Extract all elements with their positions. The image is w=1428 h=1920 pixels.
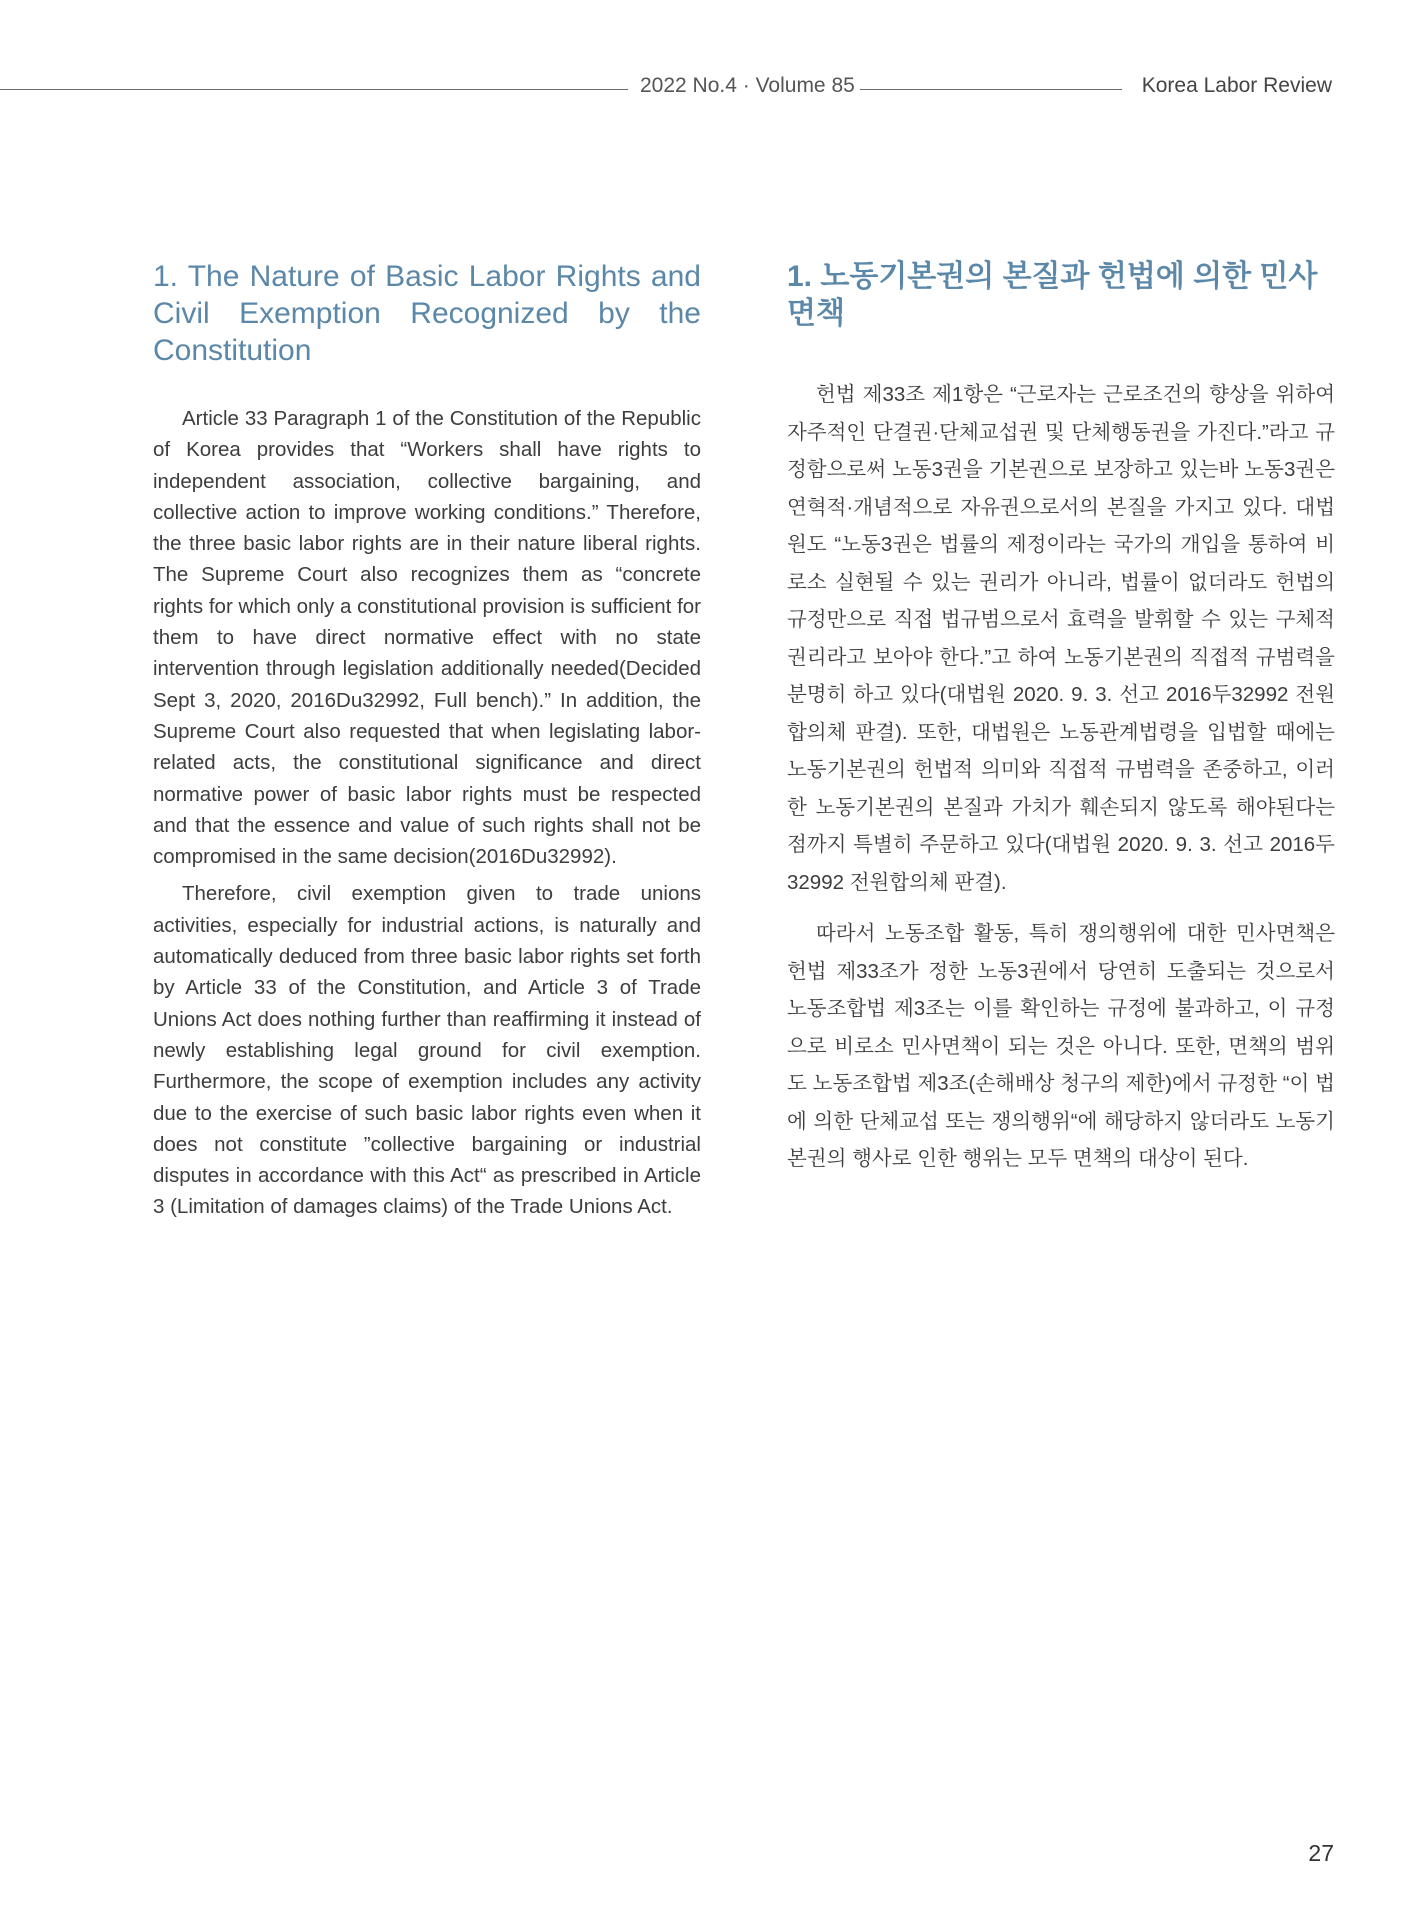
korean-section-heading: 1. 노동기본권의 본질과 헌법에 의한 민사면책: [787, 260, 1318, 330]
issue-label: 2022 No.4 · Volume 85: [640, 74, 855, 97]
korean-column: [787, 258, 1335, 1192]
korean-paragraph-1: 헌법 제33조 제1항은 “근로자는 근로조건의 향상을 위하여 자주적인 단결권·단체교섭권 및 단체행동권을 가진다.”라고 규정함으로써 노동3권을 기본권으로 보장하고 있는바 노동3권은 연혁적·개념적으로 자유권으로서의 본질을 가지고 있다. 대법원도 “노동3권은 법률의 제정이라는 국가의 개입을 통하여 비로소 실현될 수 있는 권리가 아니라, 법률이 없더라도 헌법의 규정만으로 직접 법규범으로서 효력을 발휘할 수 있는 구체적 권리라고 보아야 한다.”고 하여 노동기본권의 직접적 규범력을 분명히 하고 있다(대법원 2020. 9. 3. 선고 2016두32992 전원합의체 판결). 또한, 대법원은 노동관계법령을 입법할 때에는 노동기본권의 헌법적 의미와 직접적 규범력을 존중하고, 이러한 노동기본권의 본질과 가치가 훼손되지 않도록 해야된다는 점까지 특별히 주문하고 있다(대법원 2020. 9. 3. 선고 2016두32992 전원합의체 판결).: [787, 383, 1335, 894]
korean-paragraph-2: 따라서 노동조합 활동, 특히 쟁의행위에 대한 민사면책은 헌법 제33조가 정한 노동3권에서 당연히 도출되는 것으로서 노동조합법 제3조는 이를 확인하는 규정에 불과하고, 이 규정으로 비로소 민사면책이 되는 것은 아니다. 또한, 면책의 범위도 노동조합법 제3조(손해배상 청구의 제한)에서 규정한 “이 법에 의한 단체교섭 또는 쟁의행위“에 해당하지 않더라도 노동기본권의 행사로 인한 행위는 모두 면책의 대상이 된다.: [787, 922, 1335, 1170]
header-rule-left: [0, 89, 628, 90]
english-paragraph-1: Article 33 Paragraph 1 of the Constitution of the Republic of Korea provides that “Workers shall have rights to independent association, collective bargaining, and collective action to improve working conditions.” Therefore, the three basic labor rights are in their nature liberal rights. The Supreme Court also recognizes them as “concrete rights for which only a constitutional provision is sufficient for them to have direct normative effect with no state intervention through legislation additionally needed(Decided Sept 3, 2020, 2016Du32992, Full bench).” In addition, the Supreme Court also requested that when legislating labor-related acts, the constitutional significance and direct normative power of basic labor rights must be respected and that the essence and value of such rights shall not be compromised in the same decision(2016Du32992).: [153, 407, 701, 869]
english-section-heading: 1. The Nature of Basic Labor Rights and Civil Exemption Recognized by the Constitution: [153, 260, 701, 367]
header-rule-right: [860, 89, 1122, 90]
english-column: [153, 258, 701, 1229]
journal-title: Korea Labor Review: [1141, 74, 1332, 97]
running-header: [0, 72, 1428, 106]
english-paragraph-2: Therefore, civil exemption given to trade unions activities, especially for industrial actions, is naturally and automatically deduced from three basic labor rights set forth by Article 33 of the Constitution, and Article 3 of Trade Unions Act does nothing further than reaffirming it instead of newly establishing legal ground for civil exemption. Furthermore, the scope of exemption includes any activity due to the exercise of such basic labor rights even when it does not constitute ”collective bargaining or industrial disputes in accordance with this Act“ as prescribed in Article 3 (Limitation of damages claims) of the Trade Unions Act.: [153, 882, 701, 1219]
page-number: 27: [1308, 1840, 1334, 1866]
